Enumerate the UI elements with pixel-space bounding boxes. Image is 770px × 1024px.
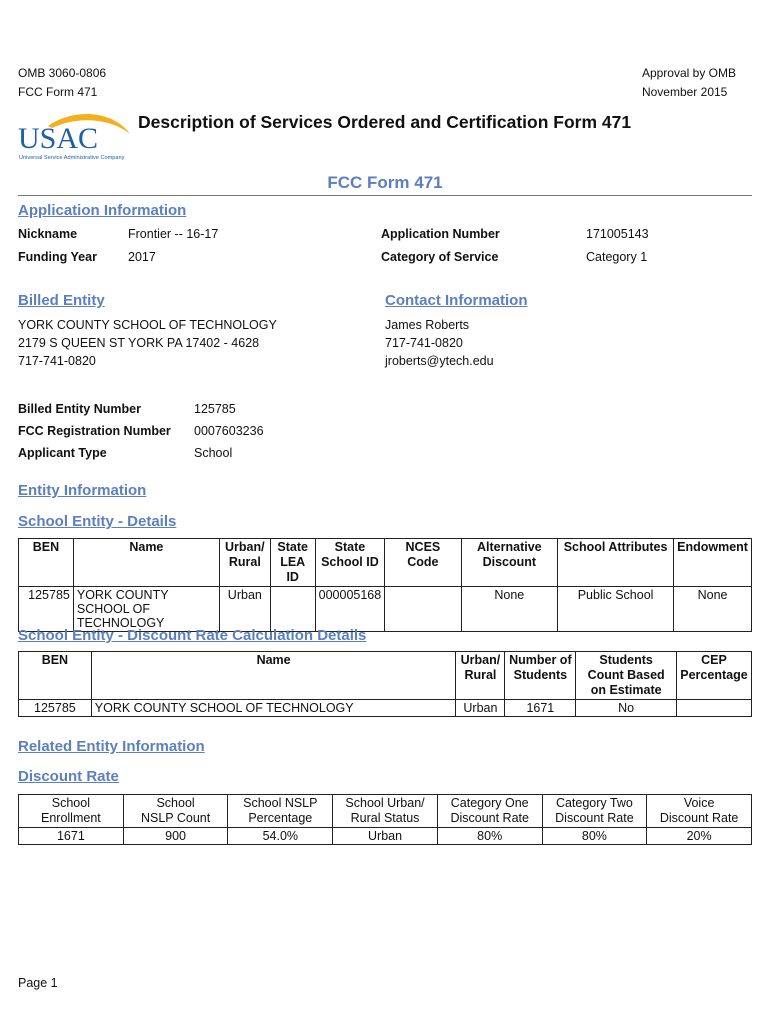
table-row: [19, 700, 752, 717]
ben-value: 125785: [194, 402, 236, 416]
table-header-row: [19, 652, 752, 700]
discount-calc-table: [18, 651, 752, 717]
discount-calc-heading: School Entity - Discount Rate Calculation Details: [18, 627, 367, 644]
billed-entity-name: YORK COUNTY SCHOOL OF TECHNOLOGY: [18, 318, 277, 332]
category-label: Category of Service: [381, 250, 499, 264]
applicant-type-value: School: [194, 446, 233, 460]
header-left: [18, 64, 106, 102]
cell-ben: 125785: [19, 587, 74, 632]
table-header-row: [19, 795, 752, 828]
contact-phone: 717-741-0820: [385, 336, 463, 350]
cell-ben: 125785: [19, 700, 92, 717]
approval-date: November 2015: [641, 85, 728, 99]
col-urban: Urban/ Rural: [456, 652, 505, 700]
col-nces: NCES Code: [385, 539, 461, 587]
cell-endowment: None: [674, 587, 752, 632]
cell-attributes: Public School: [558, 587, 674, 632]
entity-info-heading: Entity Information: [18, 482, 147, 499]
col-students: Number of Students: [505, 652, 576, 700]
col-cat1: Category One Discount Rate: [437, 795, 542, 828]
col-urban-status: School Urban/ Rural Status: [333, 795, 438, 828]
cell-nces: [385, 587, 461, 632]
cell-alt-discount: None: [461, 587, 558, 632]
cell-state-school: 000005168: [315, 587, 385, 632]
header-right: [642, 64, 736, 102]
ben-label: Billed Entity Number: [18, 402, 141, 416]
cell-cat1: 80%: [437, 828, 542, 845]
category-value: Category 1: [586, 250, 648, 264]
application-heading: Application Information: [18, 202, 187, 219]
col-nslp-pct: School NSLP Percentage: [228, 795, 333, 828]
col-urban: Urban/ Rural: [219, 539, 270, 587]
col-attributes: School Attributes: [558, 539, 674, 587]
table-header-row: [19, 539, 752, 587]
omb-number: OMB 3060-0806: [18, 66, 107, 80]
cell-state-lea: [270, 587, 315, 632]
col-estimate: Students Count Based on Estimate: [576, 652, 677, 700]
col-ben: BEN: [19, 652, 92, 700]
cell-urban: Urban: [219, 587, 270, 632]
cell-cat2: 80%: [542, 828, 647, 845]
approval-text: Approval by OMB: [641, 66, 736, 80]
cell-students: 1671: [505, 700, 576, 717]
school-details-table: [18, 538, 752, 632]
fcc-reg-value: 0007603236: [194, 424, 264, 438]
col-enrollment: School Enrollment: [19, 795, 124, 828]
form-id: FCC Form 471: [18, 85, 98, 99]
nickname-label: Nickname: [18, 227, 78, 241]
col-name: Name: [73, 539, 219, 587]
logo-text: USAC: [18, 122, 99, 155]
applicant-type-label: Applicant Type: [18, 446, 107, 460]
cell-name: YORK COUNTY SCHOOL OF TECHNOLOGY: [73, 587, 219, 632]
billed-entity-address: 2179 S QUEEN ST YORK PA 17402 - 4628: [18, 336, 260, 350]
col-voice: Voice Discount Rate: [647, 795, 752, 828]
usac-logo: [18, 112, 134, 162]
discount-rate-table: [18, 794, 752, 845]
col-ben: BEN: [19, 539, 74, 587]
col-state-school: State School ID: [315, 539, 385, 587]
billed-entity-heading: Billed Entity: [18, 292, 105, 309]
col-cat2: Category Two Discount Rate: [542, 795, 647, 828]
cell-urban: Urban: [456, 700, 505, 717]
nickname-value: Frontier -- 16-17: [128, 227, 219, 241]
col-state-lea: State LEA ID: [270, 539, 315, 587]
form-name: FCC Form 471: [327, 173, 443, 192]
cell-voice: 20%: [647, 828, 752, 845]
cell-enrollment: 1671: [19, 828, 124, 845]
school-details-heading: School Entity - Details: [18, 513, 177, 530]
table-row: [19, 587, 752, 632]
app-number-value: 171005143: [586, 227, 649, 241]
page-number: Page 1: [18, 976, 58, 990]
contact-name: James Roberts: [385, 318, 470, 332]
billed-entity-phone: 717-741-0820: [18, 354, 96, 368]
divider: [18, 195, 752, 196]
cell-estimate: No: [576, 700, 677, 717]
col-endowment: Endowment: [674, 539, 752, 587]
usac-swoosh-icon: [18, 112, 134, 162]
cell-cep: [676, 700, 751, 717]
app-number-label: Application Number: [381, 227, 500, 241]
cell-nslp-count: 900: [123, 828, 228, 845]
funding-year-label: Funding Year: [18, 250, 97, 264]
contact-heading: Contact Information: [385, 292, 528, 309]
col-name: Name: [91, 652, 456, 700]
discount-rate-heading: Discount Rate: [18, 768, 119, 785]
cell-urban-status: Urban: [333, 828, 438, 845]
page-title: Description of Services Ordered and Certification Form 471: [138, 112, 632, 132]
funding-year-value: 2017: [128, 250, 156, 264]
contact-email: jroberts@ytech.edu: [385, 354, 494, 368]
cell-nslp-pct: 54.0%: [228, 828, 333, 845]
related-heading: Related Entity Information: [18, 738, 205, 755]
logo-tagline: Universal Service Administrative Company: [19, 155, 125, 161]
table-row: [19, 828, 752, 845]
col-nslp-count: School NSLP Count: [123, 795, 228, 828]
fcc-reg-label: FCC Registration Number: [18, 424, 171, 438]
cell-name: YORK COUNTY SCHOOL OF TECHNOLOGY: [91, 700, 456, 717]
col-alt-discount: Alternative Discount: [461, 539, 558, 587]
col-cep: CEP Percentage: [676, 652, 751, 700]
